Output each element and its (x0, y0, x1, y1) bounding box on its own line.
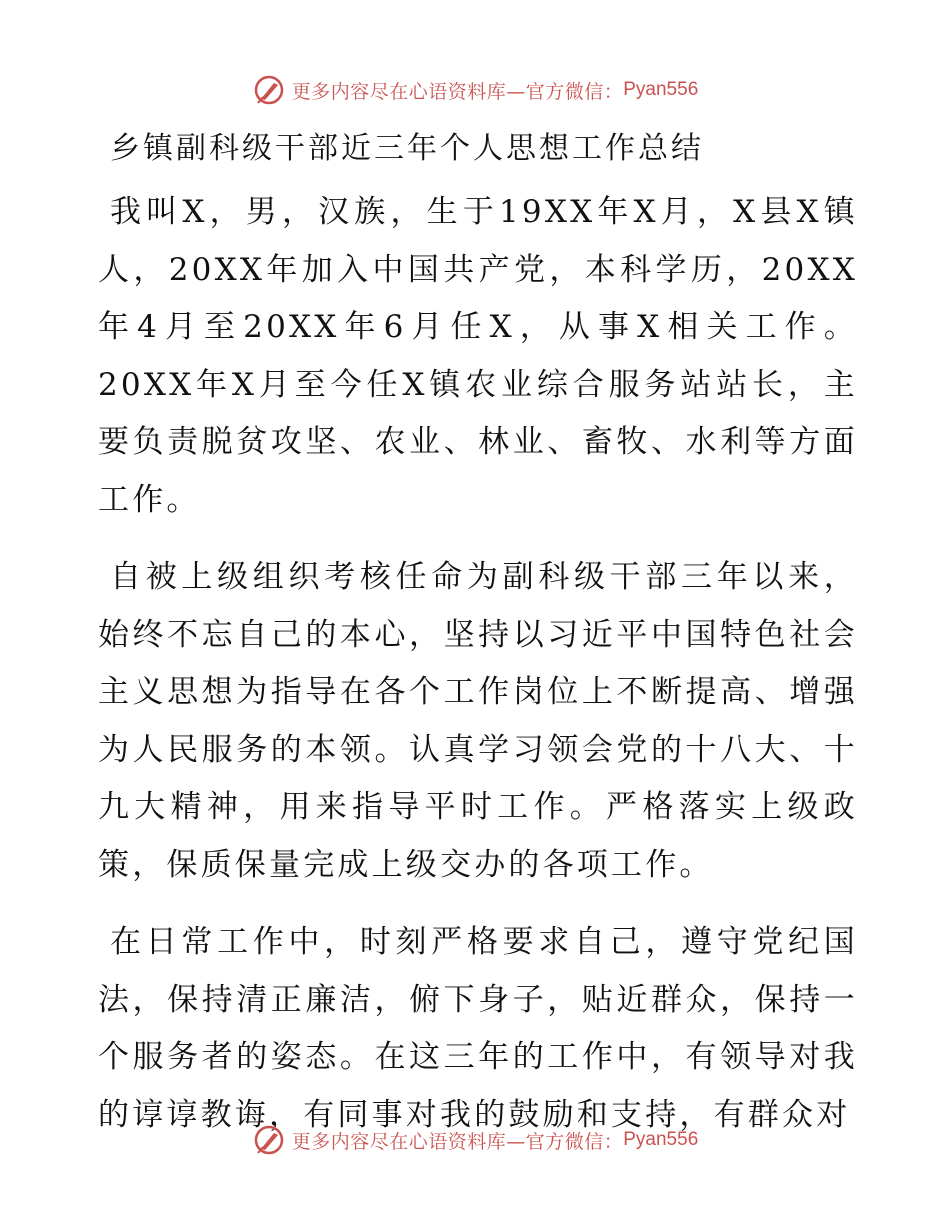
quill-pen-logo-icon (252, 1123, 286, 1157)
quill-pen-logo-icon (252, 73, 286, 107)
document-title: 乡镇副科级干部近三年个人思想工作总结 (110, 131, 704, 166)
paragraph-2: 自被上级组织考核任命为副科级干部三年以来，始终不忘自己的本心，坚持以习近平中国特色社会主义思想为指导在各个工作岗位上不断提高、增强为人民服务的本领。认真学习领会党的十八大、十九大精神，用来指导平时工作。严格落实上级政策，保质保量完成上级交办的各项工作。 (98, 559, 858, 883)
watermark-text: 更多内容尽在心语资料库—官方微信： (291, 1130, 624, 1153)
watermark-text: 更多内容尽在心语资料库—官方微信： (291, 80, 624, 103)
watermark-footer (0, 1120, 950, 1160)
watermark-wechat-id: Pyan556 (623, 1129, 699, 1150)
watermark-wechat-id: Pyan556 (623, 79, 699, 100)
paragraph-1: 我叫X，男，汉族，生于19XX年X月，X县X镇人，20XX年加入中国共产党，本科学历，20XX年4月至20XX年6月任X，从事X相关工作。20XX年X月至今任X镇农业综合服务站站长，主要负责脱贫攻坚、农业、林业、畜牧、水利等方面工作。 (98, 194, 858, 518)
watermark-header (0, 70, 950, 110)
paragraph-3: 在日常工作中，时刻严格要求自己，遵守党纪国法，保持清正廉洁，俯下身子，贴近群众，保持一个服务者的姿态。在这三年的工作中，有领导对我的谆谆教诲，有同事对我的鼓励和支持，有群众对 (98, 924, 858, 1133)
document-body (98, 124, 858, 1164)
